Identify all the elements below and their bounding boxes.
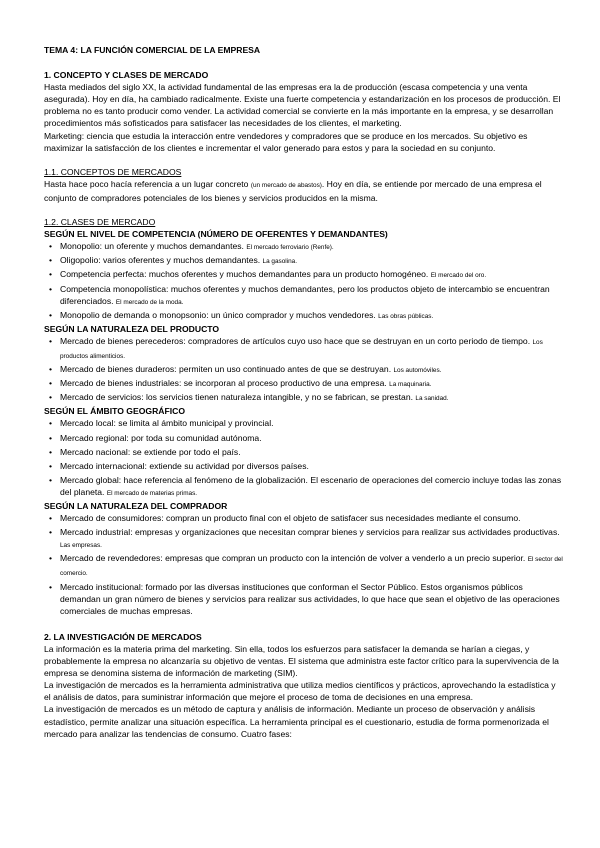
list-item [58, 460, 564, 474]
list-item [58, 432, 564, 446]
list-item [58, 552, 564, 580]
list-item [58, 268, 564, 282]
section-2-paragraph-3: La investigación de mercados es un método de captura y análisis de información. Mediante un proceso de observación y análisis estadístico, permite analizar una situación específica. La herramienta principal es el cuestionario, estudia de forma pormenorizada el mercado para analizar las tendencias de consumo. Cuatro fases: [44, 704, 549, 739]
document-title: TEMA 4: LA FUNCIÓN COMERCIAL DE LA EMPRESA [44, 45, 261, 55]
list-item [58, 363, 564, 377]
list-item-example: Las empresas. [60, 542, 102, 550]
list-item-example: El mercado de la moda. [115, 298, 184, 306]
market-class-group-title: SEGÚN LA NATURALEZA DEL PRODUCTO [44, 323, 220, 334]
market-class-group-title: SEGÚN EL NIVEL DE COMPETENCIA (NÚMERO DE OFERENTES Y DEMANDANTES) [44, 229, 388, 240]
list-item-text: Mercado industrial: empresas y organizaciones que necesitan comprar bienes y servicios para realizar sus actividades productivas. [60, 527, 560, 538]
list-item [58, 240, 564, 254]
section-1-1-heading: 1.1. CONCEPTOS DE MERCADOS [44, 166, 182, 177]
list-item [58, 474, 564, 500]
market-class-list [44, 240, 564, 323]
list-item-text: Oligopolio: varios oferentes y muchos demandantes. [60, 255, 263, 266]
market-class-list [44, 417, 564, 500]
section-1-heading: 1. CONCEPTO Y CLASES DE MERCADO [44, 70, 209, 81]
list-item-text: Mercado de bienes duraderos: permiten un uso continuado antes de que se destruyan. [60, 364, 394, 375]
list-item-example: La sanidad. [415, 395, 449, 403]
list-item [58, 446, 564, 460]
market-class-list [44, 335, 564, 405]
list-item-text: Mercado regional: por toda su comunidad autónoma. [60, 432, 262, 443]
list-item-text: Mercado nacional: se extiende por todo el país. [60, 446, 241, 457]
list-item-example: El mercado ferroviario (Renfe). [246, 244, 334, 252]
list-item [58, 377, 564, 391]
list-item [58, 526, 564, 552]
list-item [58, 254, 564, 268]
list-item-text: Mercado de revendedores: empresas que compran un producto con la intención de volver a venderlo a un precio superior. [60, 553, 528, 564]
document-page [44, 44, 564, 740]
list-item-text: Mercado de bienes perecederos: compradores de artículos cuyo uso hace que se destruyan en un corto periodo de tiempo. [60, 335, 533, 346]
list-item-example: Los productos alimenticios. [60, 338, 543, 360]
list-item-text: Mercado de consumidores: compran un producto final con el objeto de satisfacer sus necesidades mediante el consumo. [60, 513, 521, 524]
list-item [58, 512, 564, 526]
section-2-paragraph-2: La investigación de mercados es la herramienta administrativa que utiliza medios científicos y prácticos, aprovechando la estadística y el análisis de datos, para suministrar información que mejore el proceso de toma de decisiones en una empresa. [44, 680, 556, 703]
section-1-1-paragraph [44, 178, 564, 204]
list-item-text: Competencia perfecta: muchos oferentes y muchos demandantes para un producto homogéneo. [60, 269, 431, 280]
list-item-example: El mercado del oro. [430, 272, 487, 280]
section-2-heading: 2. LA INVESTIGACIÓN DE MERCADOS [44, 631, 202, 642]
section-1-1-text-a: Hasta hace poco hacía referencia a un lugar concreto [44, 178, 251, 189]
list-item-text: Competencia monopolística: muchos oferentes y muchos demandantes, pero los productos objeto de intercambio se encuentran diferenciados. [60, 283, 550, 306]
list-item-text: Mercado institucional: formado por las diversas instituciones que conforman el Sector Público. Estos organismos públicos demandan un gran número de bienes y servicios para realizar sus actividades, lo que hace que sean el objetivo de las operaciones comerciales de muchas empresas. [60, 581, 560, 616]
list-item [58, 417, 564, 431]
list-item-example: El sector del comercio. [60, 556, 563, 578]
section-1-2-heading: 1.2. CLASES DE MERCADO [44, 217, 156, 228]
list-item-example: El mercado de materias primas. [106, 489, 198, 497]
section-1-paragraph-1: Hasta mediados del siglo XX, la actividad fundamental de las empresas era la de producción (escasa competencia y una venta asegurada). Hoy en día, ha cambiado radicalmente. Existe una fuerte competencia y estandarización en los procesos de producción. El problema no es tanto producir como vender. La actividad comercial se convierte en la más importante en la empresa, y se desarrollan procedimientos más sofisticados para satisfacer las necesidades de los clientes, el marketing. [44, 82, 561, 129]
list-item-text: Monopolio de demanda o monopsonio: un único comprador y muchos vendedores. [60, 309, 379, 320]
list-item-text: Monopolio: un oferente y muchos demandantes. [60, 241, 247, 252]
list-item-example: La gasolina. [262, 258, 298, 266]
list-item [58, 335, 564, 363]
market-classes-list [44, 228, 564, 619]
section-1-1-text-b: . Hoy en día, se entiende por mercado de una empresa el conjunto de compradores potenciales de los bienes y servicios producidos en la misma. [44, 178, 542, 203]
list-item-text: Mercado local: se limita al ámbito municipal y provincial. [60, 418, 274, 429]
section-1-paragraph-2: Marketing: ciencia que estudia la interacción entre vendedores y compradores que se produce en los mercados. Su objetivo es maximizar la satisfacción de los clientes e incrementar el valor generado para estos y para la sociedad en su conjunto. [44, 130, 528, 153]
list-item-text: Mercado internacional: extiende su actividad por diversos países. [60, 460, 309, 471]
list-item-text: Mercado de bienes industriales: se incorporan al proceso productivo de una empresa. [60, 378, 390, 389]
market-class-group-title: SEGÚN EL ÁMBITO GEOGRÁFICO [44, 406, 186, 417]
list-item-text: Mercado global: hace referencia al fenómeno de la globalización. El escenario de operaciones del comercio incluye todas las zonas del planeta. [60, 474, 562, 497]
list-item-example: Las obras públicas. [378, 312, 434, 320]
list-item [58, 309, 564, 323]
list-item [58, 581, 564, 619]
section-2-paragraph-1: La información es la materia prima del marketing. Sin ella, todos los esfuerzos para satisfacer la demanda se harían a ciegas, y probablemente la empresa no alcanzaría su objetivo de ventas. El sistema que administra este factor crítico para la supervivencia de la empresa se denomina sistema de información de marketing (SIM). [44, 643, 559, 679]
list-item-text: Mercado de servicios: los servicios tienen naturaleza intangible, y no se fabrican, se prestan. [60, 392, 416, 403]
market-class-list [44, 512, 564, 619]
list-item-example: Los automóviles. [393, 367, 442, 375]
list-item-example: La maquinaria. [389, 381, 432, 389]
section-1-1-example: (un mercado de abastos) [250, 181, 322, 189]
market-class-group-title: SEGÚN LA NATURALEZA DEL COMPRADOR [44, 501, 228, 511]
list-item [58, 391, 564, 405]
list-item [58, 283, 564, 309]
